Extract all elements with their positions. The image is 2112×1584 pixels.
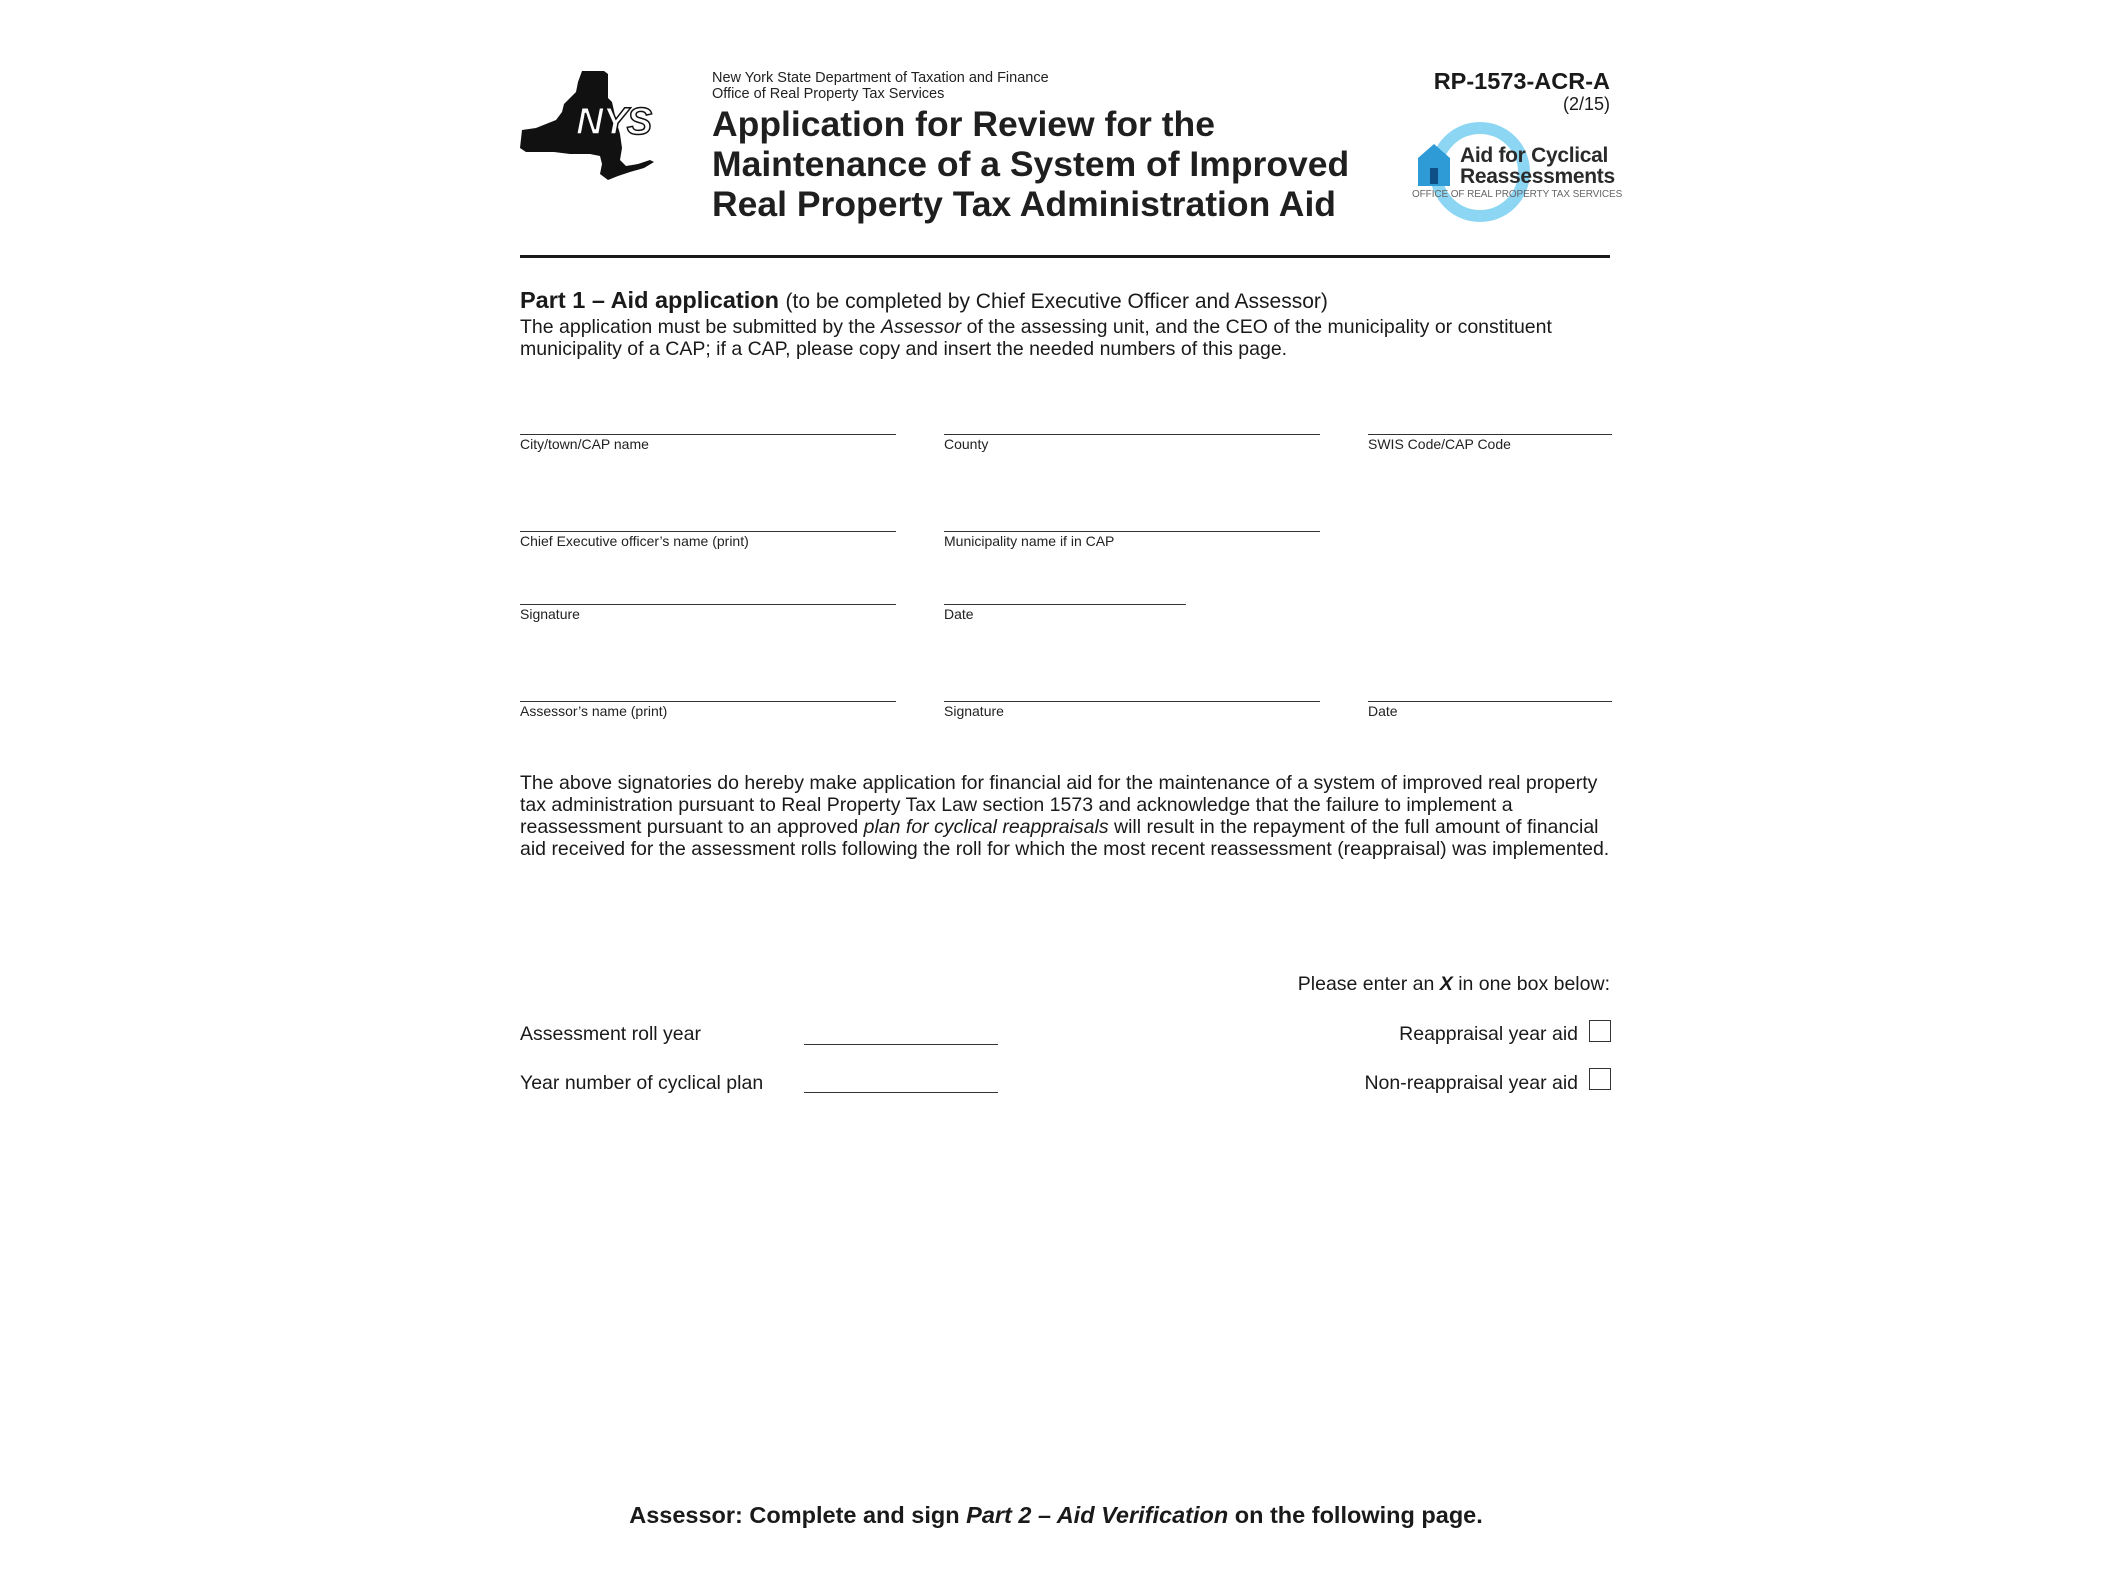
badge-line-2: Reassessments [1460,165,1615,188]
form-number: RP-1573-ACR-A [1433,68,1610,94]
selection-instruction [1298,973,1610,996]
swis-code-field[interactable] [1368,434,1612,435]
form-revision: (2/15) [1562,94,1610,114]
declaration-text-italic: plan for cyclical reappraisals [863,816,1109,838]
ceo-date-label: Date [944,606,974,622]
assessor-name-field[interactable] [520,701,896,702]
city-town-cap-name-field[interactable] [520,434,896,435]
assessor-name-label: Assessor’s name (print) [520,703,668,719]
intro-text-italic: Assessor [880,316,962,338]
badge-line-3: OFFICE OF REAL PROPERTY TAX SERVICES [1412,189,1623,200]
municipality-name-field[interactable] [944,531,1320,532]
ceo-signature-label: Signature [520,606,580,622]
house-door-icon [1430,168,1438,184]
footer-text-b: on the following page. [1228,1502,1483,1528]
city-town-cap-name-label: City/town/CAP name [520,436,649,452]
assessor-date-field[interactable] [1368,701,1612,702]
declaration-paragraph [520,772,1614,860]
title-line-2: Maintenance of a System of Improved [712,144,1350,184]
municipality-name-label: Municipality name if in CAP [944,533,1115,549]
instruction-text-a: Please enter an [1297,973,1440,995]
intro-text-a: The application must be submitted by the [520,316,881,338]
ceo-signature-field[interactable] [520,604,896,605]
declaration-text-b: will result in the repayment of the full amount of financial aid received for the assessment rolls following the roll for which the most recent reassessment (reappraisal) was implemented. [520,816,1610,860]
part1-heading-sub: (to be completed by Chief Executive Officer and Assessor) [785,290,1328,313]
badge-line-1: Aid for Cyclical [1460,144,1609,167]
county-label: County [944,436,989,452]
non-reappraisal-year-aid-label: Non-reappraisal year aid [1364,1072,1578,1094]
title-line-1: Application for Review for the [712,104,1215,144]
assessment-roll-year-label: Assessment roll year [520,1023,701,1045]
assessor-signature-label: Signature [944,703,1004,719]
instruction-text-b: in one box below: [1452,973,1610,995]
year-number-label: Year number of cyclical plan [520,1072,764,1094]
assessment-roll-year-field[interactable] [804,1044,998,1045]
year-number-field[interactable] [804,1092,998,1093]
ceo-date-field[interactable] [944,604,1186,605]
county-field[interactable] [944,434,1320,435]
footer-instruction [0,1502,2112,1529]
footer-text-a: Assessor: Complete and sign [629,1502,967,1528]
intro-text-b: of the assessing unit, and the CEO of the municipality or constituent municipality of a CAP; if a CAP, please copy and insert the needed numbers of this page. [520,316,1552,360]
form-title [712,104,1412,224]
instruction-x: X [1439,973,1453,995]
nys-logo-text: NYS [576,101,652,143]
agency-name [712,70,1049,102]
agency-line-1: New York State Department of Taxation and Finance [712,70,1049,86]
assessor-date-label: Date [1368,703,1398,719]
agency-line-2: Office of Real Property Tax Services [712,86,945,102]
part1-heading-main: Part 1 – Aid application [520,287,779,313]
ceo-name-label: Chief Executive officer’s name (print) [520,533,749,549]
reappraisal-year-aid-checkbox[interactable] [1589,1020,1611,1042]
swis-code-label: SWIS Code/CAP Code [1368,436,1511,452]
part1-heading [520,287,1328,314]
footer-text-italic: Part 2 – Aid Verification [966,1502,1229,1528]
non-reappraisal-year-aid-checkbox[interactable] [1589,1068,1611,1090]
part1-intro [520,316,1612,360]
nys-state-logo [520,68,670,184]
header-divider [520,255,1610,258]
assessor-signature-field[interactable] [944,701,1320,702]
ceo-name-field[interactable] [520,531,896,532]
declaration-text-a: The above signatories do hereby make application for financial aid for the maintenance of a system of improved real property tax administration pursuant to Real Property Tax Law section 1573 and acknowledge that the failure to implement a reassessment pursuant to an approved [520,772,1598,838]
title-line-3: Real Property Tax Administration Aid [712,184,1336,224]
reappraisal-year-aid-label: Reappraisal year aid [1399,1023,1578,1045]
